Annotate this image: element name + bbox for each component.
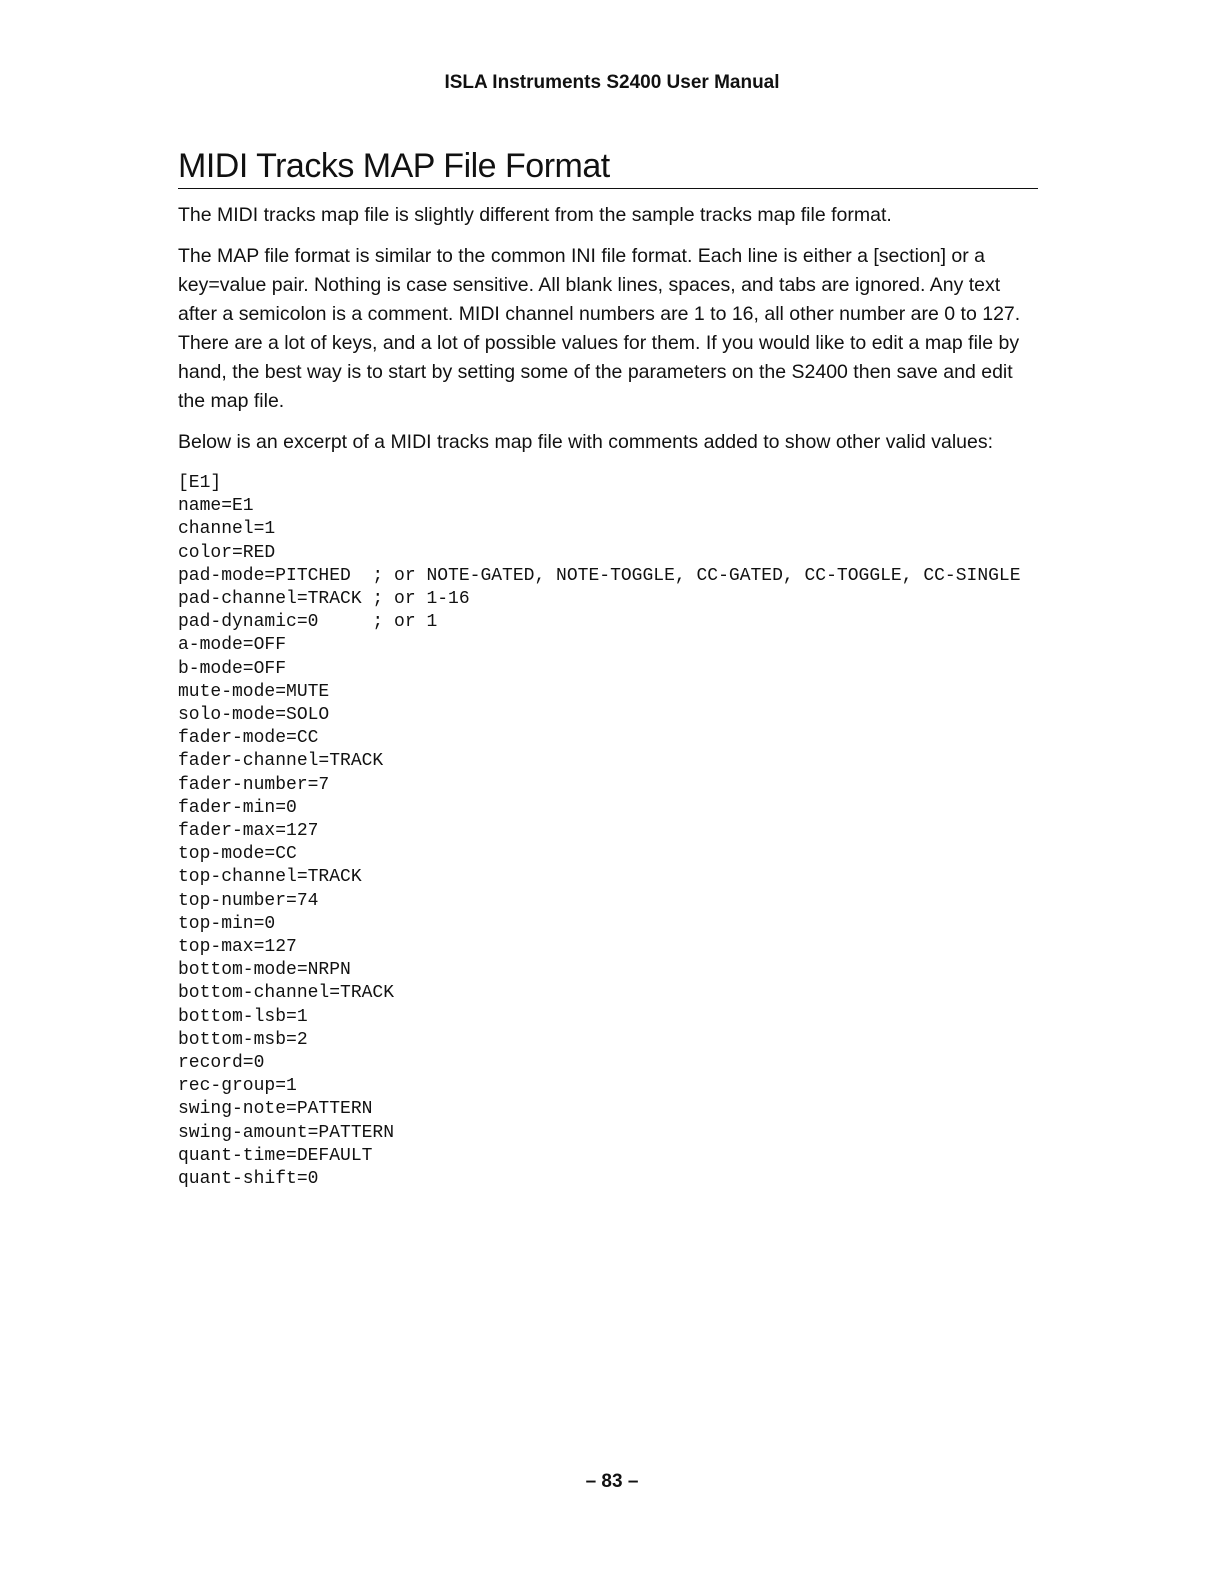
- code-line: record=0: [178, 1053, 265, 1074]
- code-line: fader-min=0: [178, 797, 297, 818]
- excerpt-intro-paragraph: Below is an excerpt of a MIDI tracks map file with comments added to show other valid values:: [178, 431, 994, 453]
- code-line: top-number=74: [178, 890, 319, 911]
- code-line: fader-number=7: [178, 774, 330, 795]
- code-line: quant-time=DEFAULT: [178, 1145, 373, 1166]
- code-line: top-max=127: [178, 937, 297, 958]
- code-line: quant-shift=0: [178, 1169, 319, 1190]
- map-file-code-block: [178, 472, 1038, 1191]
- code-line: fader-mode=CC: [178, 728, 319, 749]
- code-line: bottom-lsb=1: [178, 1006, 308, 1027]
- code-line: b-mode=OFF: [178, 658, 287, 679]
- code-line: bottom-channel=TRACK: [178, 983, 395, 1004]
- code-line: rec-group=1: [178, 1076, 297, 1097]
- code-line: channel=1: [178, 519, 276, 540]
- running-header: ISLA Instruments S2400 User Manual: [444, 72, 780, 93]
- code-line: top-channel=TRACK: [178, 867, 362, 888]
- page-number: – 83 –: [585, 1471, 639, 1492]
- code-line: swing-amount=PATTERN: [178, 1122, 395, 1143]
- code-line: pad-dynamic=0 ; or 1: [178, 612, 438, 633]
- code-line: [E1]: [178, 473, 222, 493]
- code-line: bottom-mode=NRPN: [178, 960, 351, 981]
- code-line: color=RED: [178, 542, 276, 563]
- code-line: top-min=0: [178, 913, 276, 934]
- section-title: MIDI Tracks MAP File Format: [178, 140, 1038, 189]
- code-line: pad-channel=TRACK ; or 1-16: [178, 589, 470, 610]
- code-line: pad-mode=PITCHED ; or NOTE-GATED, NOTE-TOGGLE, CC-GATED, CC-TOGGLE, CC-SINGLE: [178, 565, 1021, 586]
- code-line: solo-mode=SOLO: [178, 705, 330, 726]
- code-line: a-mode=OFF: [178, 635, 287, 656]
- code-line: mute-mode=MUTE: [178, 681, 330, 702]
- code-line: top-mode=CC: [178, 844, 297, 865]
- code-line: fader-channel=TRACK: [178, 751, 384, 772]
- intro-paragraph: The MIDI tracks map file is slightly different from the sample tracks map file format.: [178, 204, 892, 226]
- code-line: swing-note=PATTERN: [178, 1099, 373, 1120]
- page-content: [178, 140, 1038, 1191]
- code-line: bottom-msb=2: [178, 1029, 308, 1050]
- code-line: fader-max=127: [178, 821, 319, 842]
- format-description-paragraph: The MAP file format is similar to the common INI file format. Each line is either a [section] or a key=value pair. Nothing is case sensitive. All blank lines, spaces, and tabs are ignored. Any text after a semicolon is a comment. MIDI channel numbers are 1 to 16, all other number are 0 to 127. There are a lot of keys, and a lot of possible values for them. If you would like to edit a map file by hand, the best way is to start by setting some of the parameters on the S2400 then save and edit the map file.: [178, 245, 1021, 412]
- code-line: name=E1: [178, 496, 254, 517]
